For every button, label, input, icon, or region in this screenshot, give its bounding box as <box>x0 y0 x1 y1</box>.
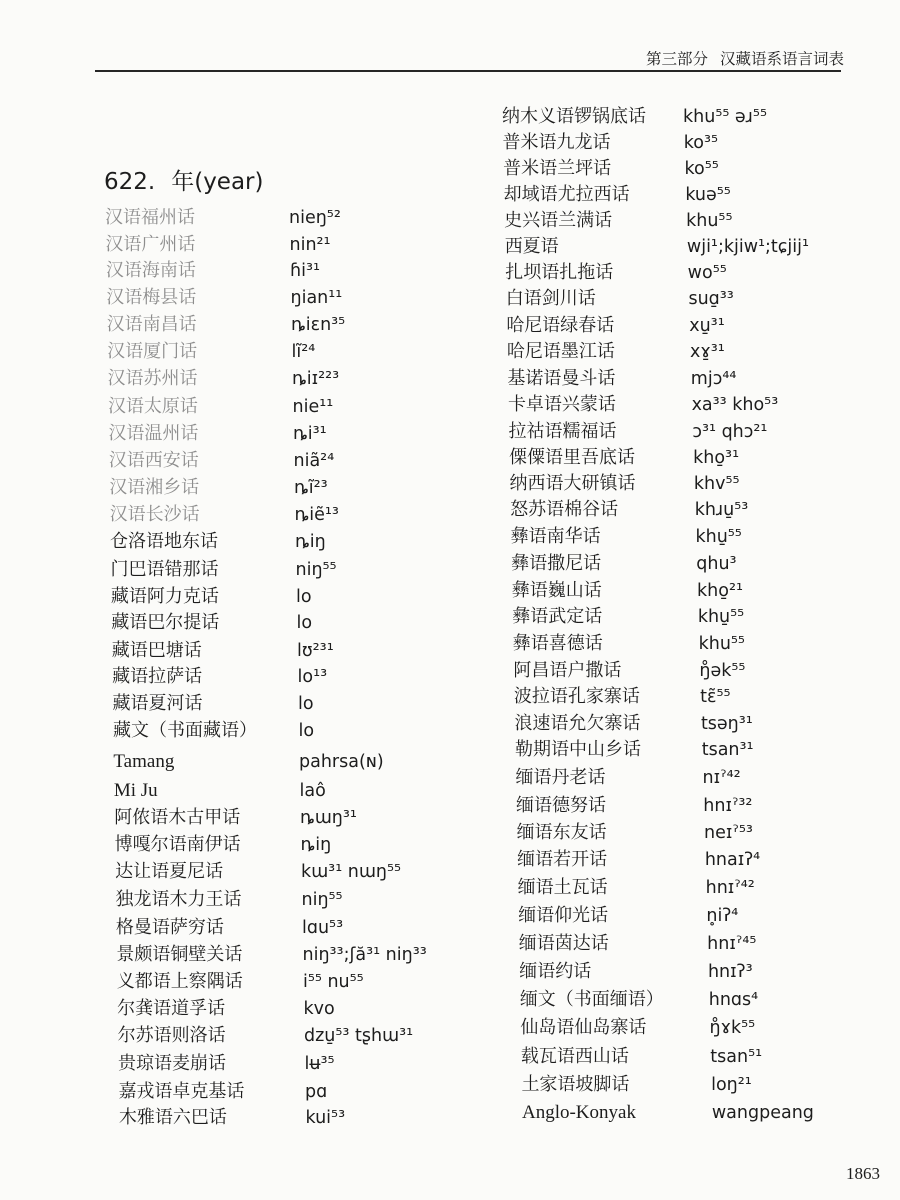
word-form: hnɪˀ⁴⁵ <box>707 934 757 954</box>
lexicon-row <box>490 875 900 901</box>
word-form: nɪˀ⁴² <box>702 768 741 788</box>
word-form: wo⁵⁵ <box>687 263 727 283</box>
language-name: Tamang <box>113 751 175 772</box>
language-name: 缅语茵达话 <box>518 933 609 954</box>
word-form: laô <box>299 781 326 801</box>
language-name: 缅语若开话 <box>517 849 608 870</box>
lexicon-row <box>490 959 900 985</box>
language-name: 缅文（书面缅语） <box>519 989 664 1010</box>
word-form: tɛ̃⁵⁵ <box>700 687 731 707</box>
language-name: 彝语南华话 <box>510 526 601 547</box>
lexicon-row <box>0 312 490 338</box>
language-name: 缅语土瓦话 <box>517 877 608 898</box>
lexicon-row <box>0 996 490 1022</box>
lexicon-row <box>490 392 900 418</box>
lexicon-row <box>490 497 900 523</box>
lexicon-row <box>0 610 490 636</box>
language-name: 西夏语 <box>504 236 559 257</box>
lexicon-row <box>490 765 900 791</box>
language-name: 义都语上察隅话 <box>116 971 243 992</box>
entry-number: 622. <box>104 169 156 195</box>
word-form: kɯ³¹ nɯŋ⁵⁵ <box>301 862 402 882</box>
word-form: nieŋ⁵² <box>289 208 341 228</box>
lexicon-row <box>0 749 490 775</box>
word-form: tsəŋ³¹ <box>700 714 753 734</box>
lexicon-row <box>0 285 490 311</box>
lexicon-row <box>0 915 490 941</box>
language-name: 土家语坡脚话 <box>521 1074 630 1095</box>
lexicon-row <box>0 887 490 913</box>
language-name: 贵琼语麦崩话 <box>118 1053 227 1074</box>
word-form: ȵiɛn³⁵ <box>291 315 346 335</box>
language-name: 彝语巍山话 <box>511 580 602 601</box>
lexicon-row <box>0 859 490 885</box>
word-form: mjɔ⁴⁴ <box>690 369 737 389</box>
language-name: 勒期语中山乡话 <box>514 739 641 760</box>
word-form: niŋ⁵⁵ <box>301 890 343 910</box>
word-form: ȵiɪ²²³ <box>292 369 340 389</box>
language-name: 尔苏语则洛话 <box>117 1025 226 1046</box>
lexicon-row <box>0 502 490 528</box>
language-name: 纳西语大研镇话 <box>509 473 636 494</box>
lexicon-row <box>490 1072 900 1098</box>
language-name: 汉语湘乡话 <box>109 477 200 498</box>
word-form: hnɪʔ³ <box>707 962 753 982</box>
lexicon-row <box>490 931 900 957</box>
word-form: wji¹;kjiw¹;tɕjij¹ <box>686 237 810 257</box>
lexicon-row <box>490 551 900 577</box>
lexicon-row <box>490 104 900 130</box>
language-name: 史兴语兰满话 <box>504 210 613 231</box>
word-form: lɑu⁵³ <box>302 918 344 938</box>
language-name: 缅语丹老话 <box>515 767 606 788</box>
word-form: ko³⁵ <box>683 133 719 153</box>
lexicon-row <box>490 793 900 819</box>
lexicon-row <box>490 604 900 630</box>
word-form: lo <box>298 694 314 714</box>
language-name: 木雅语六巴话 <box>118 1107 227 1128</box>
word-form: niã²⁴ <box>293 451 335 471</box>
word-form: kui⁵³ <box>305 1108 346 1128</box>
lexicon-row <box>490 260 900 286</box>
word-form: hnɪˀ³² <box>703 796 753 816</box>
language-name: 尔龚语道孚话 <box>117 998 226 1019</box>
word-form: lo <box>298 721 315 741</box>
lexicon-row <box>0 366 490 392</box>
language-name: 嘉戎语卓克基话 <box>118 1081 245 1102</box>
language-name: 汉语厦门话 <box>107 341 198 362</box>
language-name: 阿昌语户撒话 <box>513 660 622 681</box>
page-number: 1863 <box>846 1164 880 1183</box>
lexicon-row <box>0 529 490 555</box>
language-name: 藏语巴尔提话 <box>111 612 220 633</box>
lexicon-row <box>490 130 900 156</box>
language-name: 波拉语孔家寨话 <box>513 686 640 707</box>
word-form: khu⁵⁵ <box>698 634 745 654</box>
language-name: Anglo-Konyak <box>521 1102 636 1123</box>
lexicon-row <box>0 691 490 717</box>
lexicon-row <box>490 1100 900 1126</box>
language-name: Mi Ju <box>113 780 158 801</box>
language-name: 傈僳语里吾底话 <box>509 447 636 468</box>
word-form: khu̱⁵⁵ <box>695 527 742 547</box>
word-form: dzu̱⁵³ tʂhɯ³¹ <box>304 1026 414 1046</box>
word-form: tsan⁵¹ <box>710 1047 763 1067</box>
word-form: qhu³ <box>696 554 737 574</box>
word-form: khu̱⁵⁵ <box>697 607 745 627</box>
lexicon-row <box>0 475 490 501</box>
word-form: hnɑs⁴ <box>708 990 759 1010</box>
language-name: 汉语梅县话 <box>106 287 197 308</box>
lexicon-row <box>0 394 490 420</box>
lexicon-row <box>0 942 490 968</box>
lexicon-row <box>0 258 490 284</box>
language-name: 浪速语允欠寨话 <box>514 713 641 734</box>
language-name: 却域语尤拉西话 <box>503 184 630 205</box>
lexicon-row <box>0 969 490 995</box>
word-form: lʉ³⁵ <box>304 1054 335 1074</box>
language-name: 格曼语萨穷话 <box>115 917 224 938</box>
language-name: 阿侬语木古甲话 <box>114 807 241 828</box>
lexicon-row <box>490 631 900 657</box>
language-name: 汉语长沙话 <box>109 504 200 525</box>
word-form: i⁵⁵ nu⁵⁵ <box>303 972 364 992</box>
lexicon-row <box>0 778 490 804</box>
lexicon-row <box>490 445 900 471</box>
lexicon-row <box>0 1023 490 1049</box>
language-name: 汉语苏州话 <box>107 368 198 389</box>
language-name: 怒苏语棉谷话 <box>510 499 619 520</box>
word-form: xu̱³¹ <box>689 316 725 336</box>
language-name: 独龙语木力王话 <box>115 889 242 910</box>
language-name: 缅语仰光话 <box>518 905 609 926</box>
word-form: niŋ³³;ʃă³¹ niŋ³³ <box>302 945 427 965</box>
lexicon-row <box>490 658 900 684</box>
section-title: 汉藏语系语言词表 <box>720 50 845 68</box>
language-name: 缅语德努话 <box>516 795 607 816</box>
word-form: kvo <box>303 999 335 1019</box>
lexicon-row <box>490 987 900 1013</box>
word-form: xa³³ kho⁵³ <box>691 395 779 415</box>
lexicon-row <box>0 232 490 258</box>
word-form: nin²¹ <box>289 235 331 255</box>
lexicon-row <box>0 557 490 583</box>
language-name: 白语剑川话 <box>505 288 596 309</box>
lexicon-row <box>0 805 490 831</box>
word-form: lo <box>296 587 312 607</box>
entry-headword: 年 <box>171 169 195 195</box>
word-form: nie¹¹ <box>292 397 334 417</box>
language-name: 缅语东友话 <box>516 822 607 843</box>
word-form: lo <box>296 613 313 633</box>
word-form: kho̱³¹ <box>693 448 740 468</box>
language-name: 卡卓语兴蒙话 <box>507 394 616 415</box>
word-form: lĩ²⁴ <box>291 342 316 362</box>
lexicon-row <box>490 471 900 497</box>
word-form: khu⁵⁵ <box>686 211 733 231</box>
word-form: niŋ⁵⁵ <box>295 560 337 580</box>
word-form: khv⁵⁵ <box>693 474 740 494</box>
language-name: 普米语兰坪话 <box>503 158 612 179</box>
language-name: 藏语拉萨话 <box>112 666 203 687</box>
word-form: kuə⁵⁵ <box>685 185 731 205</box>
word-form: khɹu̱⁵³ <box>694 500 749 520</box>
lexicon-row <box>490 182 900 208</box>
lexicon-row <box>490 711 900 737</box>
language-name: 拉祜语糯福话 <box>508 421 617 442</box>
lexicon-row <box>490 234 900 260</box>
word-form: ɔ³¹ qhɔ²¹ <box>692 422 768 442</box>
language-name: 扎坝语扎拖话 <box>505 262 614 283</box>
language-name: 博嘎尔语南伊话 <box>114 834 241 855</box>
lexicon-row <box>0 638 490 664</box>
lexicon-row <box>490 903 900 929</box>
lexicon-row <box>490 286 900 312</box>
right-column <box>490 0 900 1200</box>
word-form: hnaɪʔ⁴ <box>704 850 761 870</box>
language-name: 藏语阿力克话 <box>110 586 219 607</box>
language-name: 普米语九龙话 <box>502 132 611 153</box>
lexicon-row <box>0 205 490 231</box>
language-name: 门巴语错那话 <box>110 559 219 580</box>
lexicon-row <box>490 524 900 550</box>
lexicon-row <box>490 156 900 182</box>
lexicon-row <box>0 1051 490 1077</box>
language-name: 藏语巴塘话 <box>111 640 202 661</box>
lexicon-row <box>490 1015 900 1041</box>
lexicon-row <box>490 820 900 846</box>
language-name: 汉语广州话 <box>105 234 196 255</box>
language-name: 彝语撒尼话 <box>511 553 602 574</box>
lexicon-row <box>0 448 490 474</box>
word-form: hnɪˀ⁴² <box>705 878 755 898</box>
word-form: ɦi³¹ <box>290 261 320 281</box>
word-form: tsan³¹ <box>701 740 754 760</box>
lexicon-row <box>0 584 490 610</box>
lexicon-row <box>490 366 900 392</box>
lexicon-row <box>490 847 900 873</box>
lexicon-row <box>0 339 490 365</box>
word-form: xɤ̱³¹ <box>690 342 725 362</box>
word-form: neɪˀ⁵³ <box>704 823 753 843</box>
lexicon-row <box>0 718 490 744</box>
word-form: kho̱²¹ <box>697 581 743 601</box>
language-name: 哈尼语绿春话 <box>506 315 615 336</box>
word-form: ŋ̊ɤk⁵⁵ <box>709 1018 756 1038</box>
section-label: 第三部分 <box>646 50 709 68</box>
word-form: ȵĩ²³ <box>294 478 328 498</box>
lexicon-row <box>490 737 900 763</box>
word-form: lo¹³ <box>297 667 328 687</box>
lexicon-row <box>490 1044 900 1070</box>
language-name: 哈尼语墨江话 <box>506 341 615 362</box>
word-form: loŋ²¹ <box>711 1075 752 1095</box>
word-form: ȵiẽ¹³ <box>294 505 339 525</box>
lexicon-row <box>0 664 490 690</box>
language-name: 汉语南昌话 <box>106 314 197 335</box>
language-name: 仙岛语仙岛寨话 <box>520 1017 647 1038</box>
lexicon-row <box>490 208 900 234</box>
language-name: 达让语夏尼话 <box>115 861 224 882</box>
language-name: 汉语海南话 <box>105 260 196 281</box>
language-name: 基诺语曼斗话 <box>507 368 616 389</box>
lexicon-row <box>490 578 900 604</box>
language-name: 汉语福州话 <box>105 207 195 228</box>
word-form: ȵɯŋ³¹ <box>300 808 357 828</box>
language-name: 仓洛语地东话 <box>110 531 219 552</box>
word-form: suɑ̱³³ <box>688 289 734 309</box>
language-name: 彝语武定话 <box>512 606 603 627</box>
lexicon-row <box>0 421 490 447</box>
language-name: 藏语夏河话 <box>112 693 203 714</box>
language-name: 汉语太原话 <box>107 396 198 417</box>
language-name: 景颇语铜壁关话 <box>116 944 243 965</box>
word-form: pahrsa(ɴ) <box>299 752 384 772</box>
word-form: ko⁵⁵ <box>684 159 719 179</box>
language-name: 纳木义语锣锅底话 <box>502 106 646 127</box>
language-name: 藏文（书面藏语） <box>112 720 257 741</box>
word-form: ŋian¹¹ <box>290 288 343 308</box>
word-form: ȵiŋ <box>300 835 332 855</box>
entry-gloss: (year) <box>194 169 264 195</box>
word-form: n̥iʔ⁴ <box>706 906 739 926</box>
language-name: 汉语西安话 <box>108 450 199 471</box>
word-form: ȵiŋ <box>295 532 326 552</box>
word-form: wangpeang <box>711 1103 814 1123</box>
language-name: 载瓦语西山话 <box>520 1046 629 1067</box>
lexicon-row <box>0 832 490 858</box>
lexicon-row <box>490 684 900 710</box>
lexicon-row <box>0 1105 490 1131</box>
lexicon-row <box>490 419 900 445</box>
language-name: 彝语喜德话 <box>512 633 603 654</box>
language-name: 缅语约话 <box>519 961 592 982</box>
word-form: ŋ̊ək⁵⁵ <box>699 661 746 681</box>
lexicon-row <box>0 1079 490 1105</box>
word-form: ȵi³¹ <box>293 424 327 444</box>
word-form: khu⁵⁵ əɹ⁵⁵ <box>683 107 767 127</box>
language-name: 汉语温州话 <box>108 423 199 444</box>
lexicon-row <box>490 313 900 339</box>
word-form: lʊ²³¹ <box>297 641 334 661</box>
word-form: pɑ <box>305 1082 328 1102</box>
lexicon-row <box>490 339 900 365</box>
